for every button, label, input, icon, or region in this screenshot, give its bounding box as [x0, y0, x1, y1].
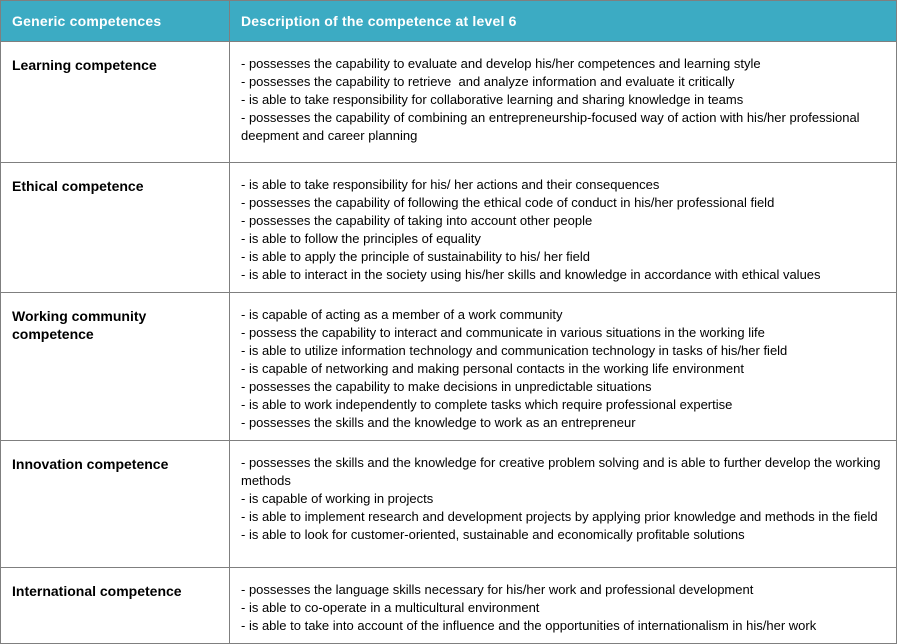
header-row	[1, 1, 897, 42]
competence-description-cell	[230, 163, 897, 293]
table-row	[1, 568, 897, 644]
competence-bullet: - possesses the capability of following the ethical code of conduct in his/her professional field	[241, 195, 775, 210]
competence-description-cell	[230, 42, 897, 163]
competence-bullet: - is able to co-operate in a multicultural environment	[241, 600, 540, 615]
competence-bullet: - is able to implement research and development projects by applying prior knowledge and methods in the field	[241, 509, 878, 524]
table-row	[1, 42, 897, 163]
competence-bullet: - is capable of working in projects	[241, 491, 434, 506]
competence-bullet: - is able to interact in the society using his/her skills and knowledge in accordance with ethical values	[241, 267, 821, 282]
competence-description-cell	[230, 568, 897, 644]
competence-bullet: - possesses the capability to retrieve and analyze information and evaluate it critically	[241, 74, 735, 89]
competence-bullet: - is able to take responsibility for his/ her actions and their consequences	[241, 177, 660, 192]
competence-bullet: - is capable of acting as a member of a work community	[241, 307, 563, 322]
competence-bullet: - possess the capability to interact and communicate in various situations in the working life	[241, 325, 765, 340]
competence-title-cell	[1, 163, 230, 293]
competence-title: Learning competence	[12, 57, 157, 73]
competence-bullet: - possesses the skills and the knowledge for creative problem solving and is able to further develop the working methods	[241, 455, 885, 488]
competence-title-cell	[1, 568, 230, 644]
competence-title: Ethical competence	[12, 178, 144, 194]
competence-description-cell	[230, 441, 897, 568]
competence-bullet: - possesses the capability to evaluate and develop his/her competences and learning style	[241, 56, 761, 71]
competence-title: Working community competence	[12, 308, 147, 342]
table-row	[1, 293, 897, 441]
competence-bullet: - possesses the capability to make decisions in unpredictable situations	[241, 379, 652, 394]
competence-bullet: - is able to take into account of the influence and the opportunities of internationalism in his/her work	[241, 618, 817, 633]
competence-bullet: - is able to utilize information technology and communication technology in tasks of his/her field	[241, 343, 788, 358]
competence-title: Innovation competence	[12, 456, 169, 472]
competence-bullet: - possesses the language skills necessary for his/her work and professional development	[241, 582, 754, 597]
competence-bullet: - is able to follow the principles of equality	[241, 231, 481, 246]
competence-title-cell	[1, 42, 230, 163]
competence-description-cell	[230, 293, 897, 441]
competence-bullet: - is able to look for customer-oriented, sustainable and economically profitable solutions	[241, 527, 745, 542]
table-row	[1, 441, 897, 568]
competence-bullet: - possesses the capability of combining an entrepreneurship-focused way of action with his/her professional deepment and career planning	[241, 110, 864, 143]
competence-title: International competence	[12, 583, 182, 599]
competence-bullet: - is capable of networking and making personal contacts in the working life environment	[241, 361, 744, 376]
competence-bullet: - is able to take responsibility for collaborative learning and sharing knowledge in teams	[241, 92, 744, 107]
competence-bullet: - is able to apply the principle of sustainability to his/ her field	[241, 249, 591, 264]
header-generic-competences: Generic competences	[1, 1, 230, 42]
header-description-level-6: Description of the competence at level 6	[230, 1, 897, 42]
competence-bullet: - possesses the capability of taking into account other people	[241, 213, 593, 228]
competence-bullet: - is able to work independently to complete tasks which require professional expertise	[241, 397, 733, 412]
competence-title-cell	[1, 293, 230, 441]
competence-title-cell	[1, 441, 230, 568]
competence-bullet: - possesses the skills and the knowledge to work as an entrepreneur	[241, 415, 636, 430]
table-row	[1, 163, 897, 293]
